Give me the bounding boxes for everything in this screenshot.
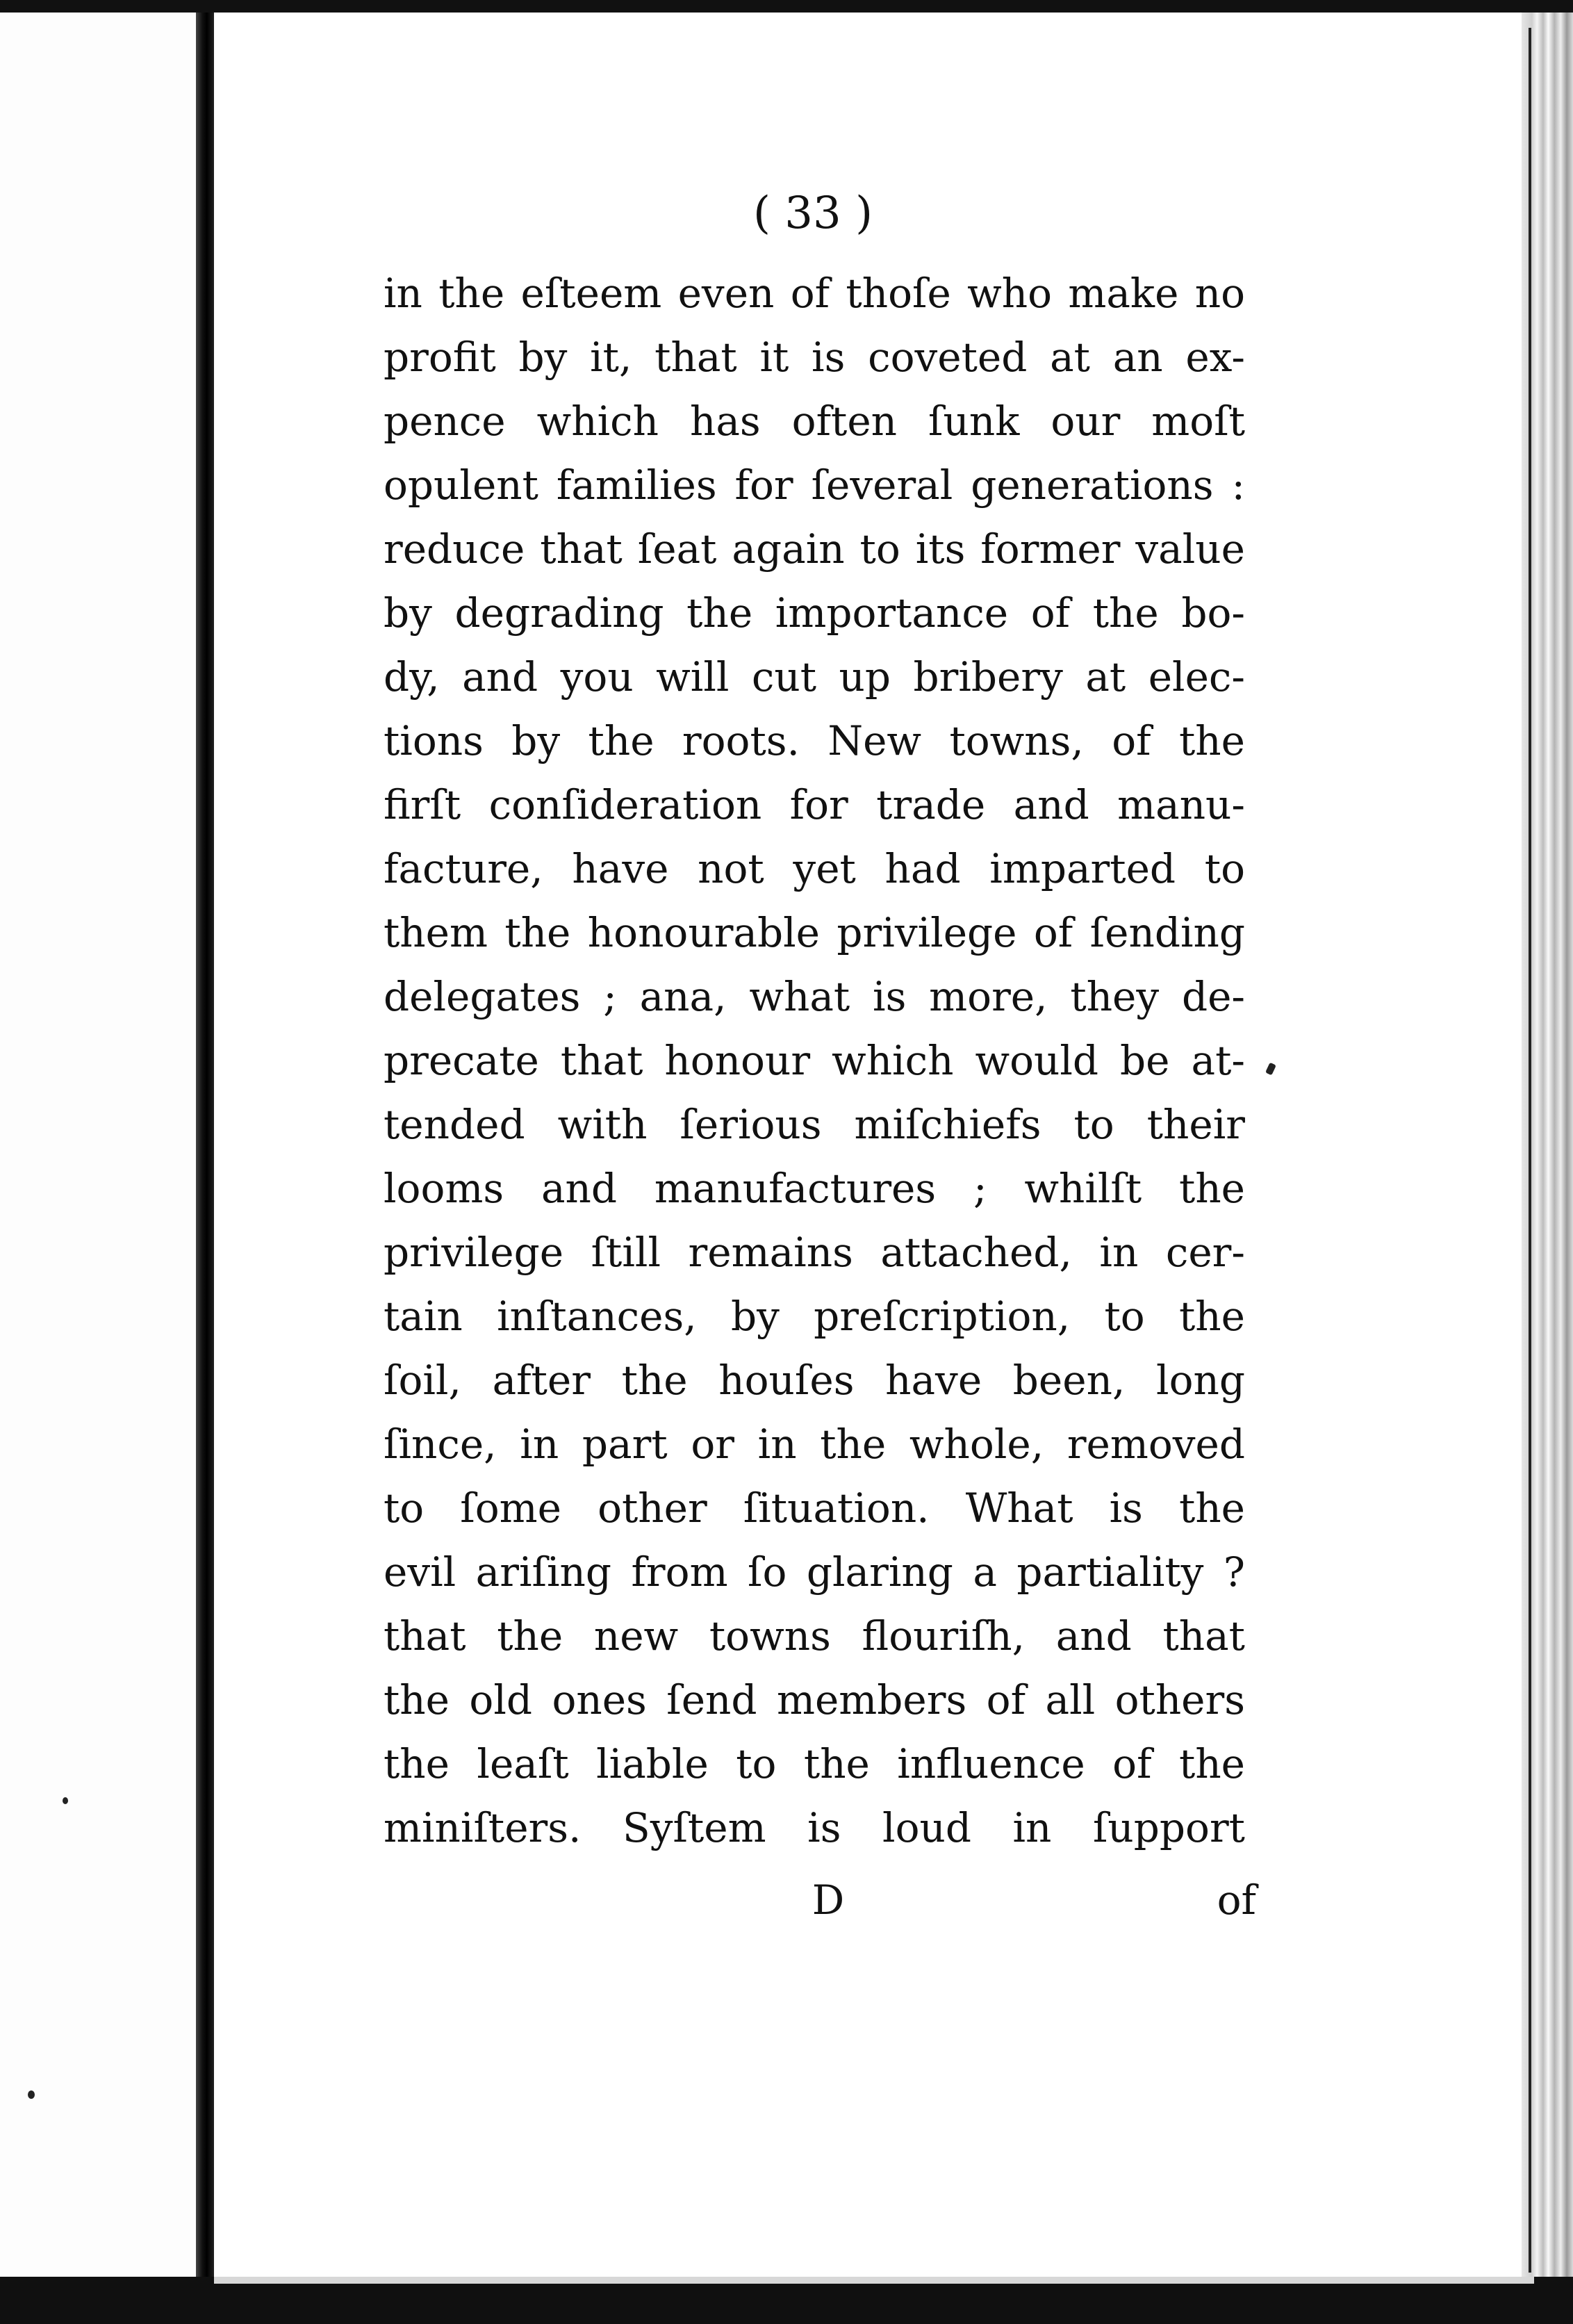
text-line: ſoil, after the houſes have been, long — [384, 1357, 1245, 1404]
text-line: them the honourable privilege of ſending — [384, 909, 1245, 956]
ink-speck — [63, 1797, 68, 1804]
scan-top-edge — [0, 0, 1573, 13]
page-edge-line — [1529, 28, 1531, 2273]
page-footer — [384, 1868, 1256, 1932]
page-bottom-edge — [214, 2277, 1534, 2284]
text-line: to ſome other ſituation. What is the — [384, 1484, 1245, 1532]
text-line: by degrading the importance of the bo- — [384, 589, 1245, 637]
text-line: that the new towns flouriſh, and that — [384, 1612, 1245, 1660]
text-line: miniſters. Syſtem is loud in ſupport — [384, 1804, 1245, 1851]
text-line: pence which has often ſunk our moſt — [384, 398, 1245, 445]
text-line: precate that honour which would be at- — [384, 1037, 1245, 1084]
ink-speck — [28, 2090, 35, 2099]
signature-mark: D — [812, 1876, 845, 1924]
text-line: ſince, in part or in the whole, removed — [384, 1421, 1245, 1468]
body-text — [384, 261, 1245, 1860]
left-facing-page — [0, 13, 196, 2278]
scan-bottom-edge — [0, 2277, 1573, 2324]
text-line: delegates ; ana, what is more, they de- — [384, 973, 1245, 1020]
text-line: privilege ſtill remains attached, in cer- — [384, 1229, 1245, 1276]
text-line: opulent families for ſeveral generations : — [384, 461, 1245, 509]
text-line: the old ones ſend members of all others — [384, 1676, 1245, 1724]
text-line: in the eſteem even of thoſe who make no — [384, 270, 1245, 317]
text-line: evil ariſing from ſo glaring a partiality ? — [384, 1548, 1245, 1596]
book-gutter — [196, 13, 214, 2282]
catchword: of — [1217, 1876, 1256, 1924]
text-line: profit by it, that it is coveted at an ex- — [384, 334, 1245, 381]
text-line: tions by the roots. New towns, of the — [384, 717, 1245, 764]
page-number: ( 33 ) — [752, 188, 873, 239]
text-line: tended with ſerious miſchiefs to their — [384, 1101, 1245, 1148]
text-line: reduce that ſeat again to its former value — [384, 525, 1245, 573]
text-line: tain inſtances, by preſcription, to the — [384, 1293, 1245, 1340]
text-line: firſt conſideration for trade and manu- — [384, 781, 1245, 828]
text-line: facture, have not yet had imparted to — [384, 845, 1245, 892]
text-line: the leaſt liable to the influence of the — [384, 1740, 1245, 1787]
text-line: looms and manufactures ; whilſt the — [384, 1165, 1245, 1212]
text-line: dy, and you will cut up bribery at elec- — [384, 653, 1245, 701]
